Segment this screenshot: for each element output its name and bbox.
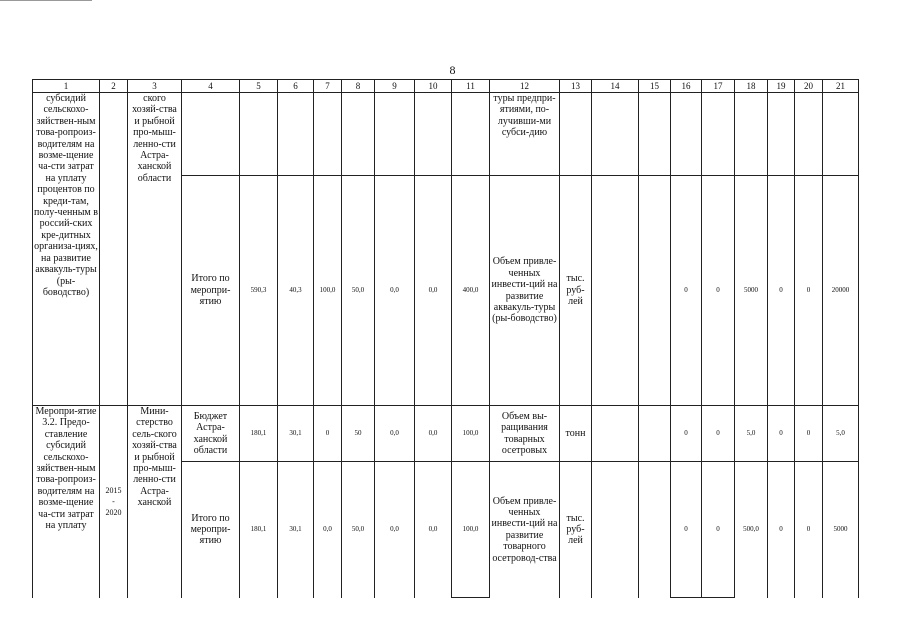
value-cell: 0 xyxy=(671,406,702,462)
indicator-text: туры предпри-ятиями, по-лучивши-ми субси-дию xyxy=(493,93,556,139)
years-start: 2015 xyxy=(105,485,122,495)
header-cell: 7 xyxy=(314,80,342,93)
unit-cell: тонн xyxy=(560,406,592,462)
value-cell: 0 xyxy=(702,406,735,462)
value-cell xyxy=(735,93,768,176)
value-cell: 0 xyxy=(795,406,823,462)
value-cell xyxy=(592,176,639,406)
header-cell: 9 xyxy=(375,80,415,93)
executor-text: Мини-стерство сель-ского хозяй-ства и рыбной про-мыш-ленно-сти Астра-ханской xyxy=(132,406,177,509)
value-cell: 0 xyxy=(768,406,795,462)
years-cell xyxy=(100,406,128,598)
header-cell: 13 xyxy=(560,80,592,93)
value-cell: 40,3 xyxy=(278,176,314,406)
corner-rule xyxy=(0,0,92,1)
header-cell: 18 xyxy=(735,80,768,93)
header-cell: 15 xyxy=(639,80,671,93)
years-dash: - xyxy=(112,497,115,507)
value-cell xyxy=(639,93,671,176)
years-end: 2020 xyxy=(105,508,122,518)
value-cell xyxy=(452,93,490,176)
source-cell: Бюджет Астра-ханской области xyxy=(182,406,240,462)
value-cell: 0,0 xyxy=(375,462,415,598)
value-cell: 500,0 xyxy=(735,462,768,598)
years-cell xyxy=(100,93,128,406)
value-cell xyxy=(823,93,859,176)
unit-cell xyxy=(560,93,592,176)
value-cell: 400,0 xyxy=(452,176,490,406)
value-cell xyxy=(639,406,671,462)
value-cell xyxy=(415,93,452,176)
value-cell: 0,0 xyxy=(415,406,452,462)
indicator-text: Объем вы-ращивания товарных осетровых xyxy=(501,410,548,456)
value-cell xyxy=(314,93,342,176)
value-cell: 50 xyxy=(342,406,375,462)
value-cell xyxy=(342,93,375,176)
value-cell: 0 xyxy=(768,462,795,598)
measure-name-cell xyxy=(33,406,100,598)
value-cell xyxy=(702,93,735,176)
value-cell xyxy=(671,93,702,176)
header-row xyxy=(33,80,859,93)
header-cell: 4 xyxy=(182,80,240,93)
value-cell: 5000 xyxy=(735,176,768,406)
value-cell: 0 xyxy=(795,462,823,598)
source-cell: Итого по меропри-ятию xyxy=(182,176,240,406)
header-cell: 21 xyxy=(823,80,859,93)
header-cell: 10 xyxy=(415,80,452,93)
indicator-cell xyxy=(490,462,560,598)
header-cell: 3 xyxy=(128,80,182,93)
indicator-cell xyxy=(490,176,560,406)
executor-cell xyxy=(128,406,182,598)
header-cell: 17 xyxy=(702,80,735,93)
value-cell: 0,0 xyxy=(375,176,415,406)
table-row xyxy=(33,93,859,176)
value-cell: 0 xyxy=(768,176,795,406)
value-cell xyxy=(795,93,823,176)
value-cell: 0,0 xyxy=(314,462,342,598)
value-cell: 0,0 xyxy=(415,462,452,598)
header-cell: 16 xyxy=(671,80,702,93)
value-cell: 0 xyxy=(671,462,702,598)
indicator-text: Объем привле-ченных инвести-ций на развитие аквакуль-туры (ры-боводство) xyxy=(491,256,558,325)
header-cell: 5 xyxy=(240,80,278,93)
value-cell xyxy=(278,93,314,176)
value-cell: 0,0 xyxy=(415,176,452,406)
header-cell: 6 xyxy=(278,80,314,93)
value-cell: 5,0 xyxy=(823,406,859,462)
value-cell: 50,0 xyxy=(342,176,375,406)
value-cell: 5000 xyxy=(823,462,859,598)
source-cell xyxy=(182,93,240,176)
executor-cell xyxy=(128,93,182,406)
unit-cell: тыс. руб-лей xyxy=(560,176,592,406)
header-cell: 19 xyxy=(768,80,795,93)
value-cell: 100,0 xyxy=(452,406,490,462)
source-cell: Итого по меропри-ятию xyxy=(182,462,240,598)
value-cell: 50,0 xyxy=(342,462,375,598)
value-cell xyxy=(639,462,671,598)
value-cell: 180,1 xyxy=(240,462,278,598)
measure-name-text: Меропри-ятие 3.2. Предо-ставление субсидий сельскохо-зяйствен-ным това-ропроиз-водителям на возме-щение ча-сти затрат на уплату xyxy=(35,406,97,532)
value-cell xyxy=(375,93,415,176)
value-cell xyxy=(592,406,639,462)
value-cell: 100,0 xyxy=(452,462,490,598)
value-cell: 180,1 xyxy=(240,406,278,462)
measure-name-text: субсидий сельскохо-зяйствен-ным това-ропроиз-водителям на возме-щение ча-сти затрат на уплату процентов по креди-там, полу-ченным в россий-ских кре-дитных организа-циях, на развитие аквакуль-туры (ры-боводство) xyxy=(34,93,98,298)
unit-cell: тыс. руб-лей xyxy=(560,462,592,598)
header-cell: 2 xyxy=(100,80,128,93)
header-cell: 14 xyxy=(592,80,639,93)
value-cell: 30,1 xyxy=(278,462,314,598)
value-cell xyxy=(768,93,795,176)
value-cell: 590,3 xyxy=(240,176,278,406)
value-cell xyxy=(240,93,278,176)
value-cell xyxy=(639,176,671,406)
value-cell: 0 xyxy=(671,176,702,406)
value-cell xyxy=(592,462,639,598)
value-cell: 5,0 xyxy=(735,406,768,462)
program-table xyxy=(32,79,859,598)
value-cell: 0 xyxy=(702,462,735,598)
value-cell: 0,0 xyxy=(375,406,415,462)
value-cell: 0 xyxy=(795,176,823,406)
measure-name-cell xyxy=(33,93,100,406)
header-cell: 20 xyxy=(795,80,823,93)
value-cell: 0 xyxy=(314,406,342,462)
header-cell: 1 xyxy=(33,80,100,93)
page-number: 8 xyxy=(449,63,456,77)
indicator-cell xyxy=(490,406,560,462)
value-cell: 100,0 xyxy=(314,176,342,406)
executor-text: ского хозяй-ства и рыбной про-мыш-ленно-сти Астра-ханской области xyxy=(132,93,177,184)
value-cell: 20000 xyxy=(823,176,859,406)
indicator-text: Объем привле-ченных инвести-ций на развитие товарного осетровод-ства xyxy=(491,495,558,564)
value-cell: 30,1 xyxy=(278,406,314,462)
indicator-cell xyxy=(490,93,560,176)
table-row xyxy=(33,406,859,462)
header-cell: 8 xyxy=(342,80,375,93)
header-cell: 11 xyxy=(452,80,490,93)
value-cell: 0 xyxy=(702,176,735,406)
value-cell xyxy=(592,93,639,176)
header-cell: 12 xyxy=(490,80,560,93)
